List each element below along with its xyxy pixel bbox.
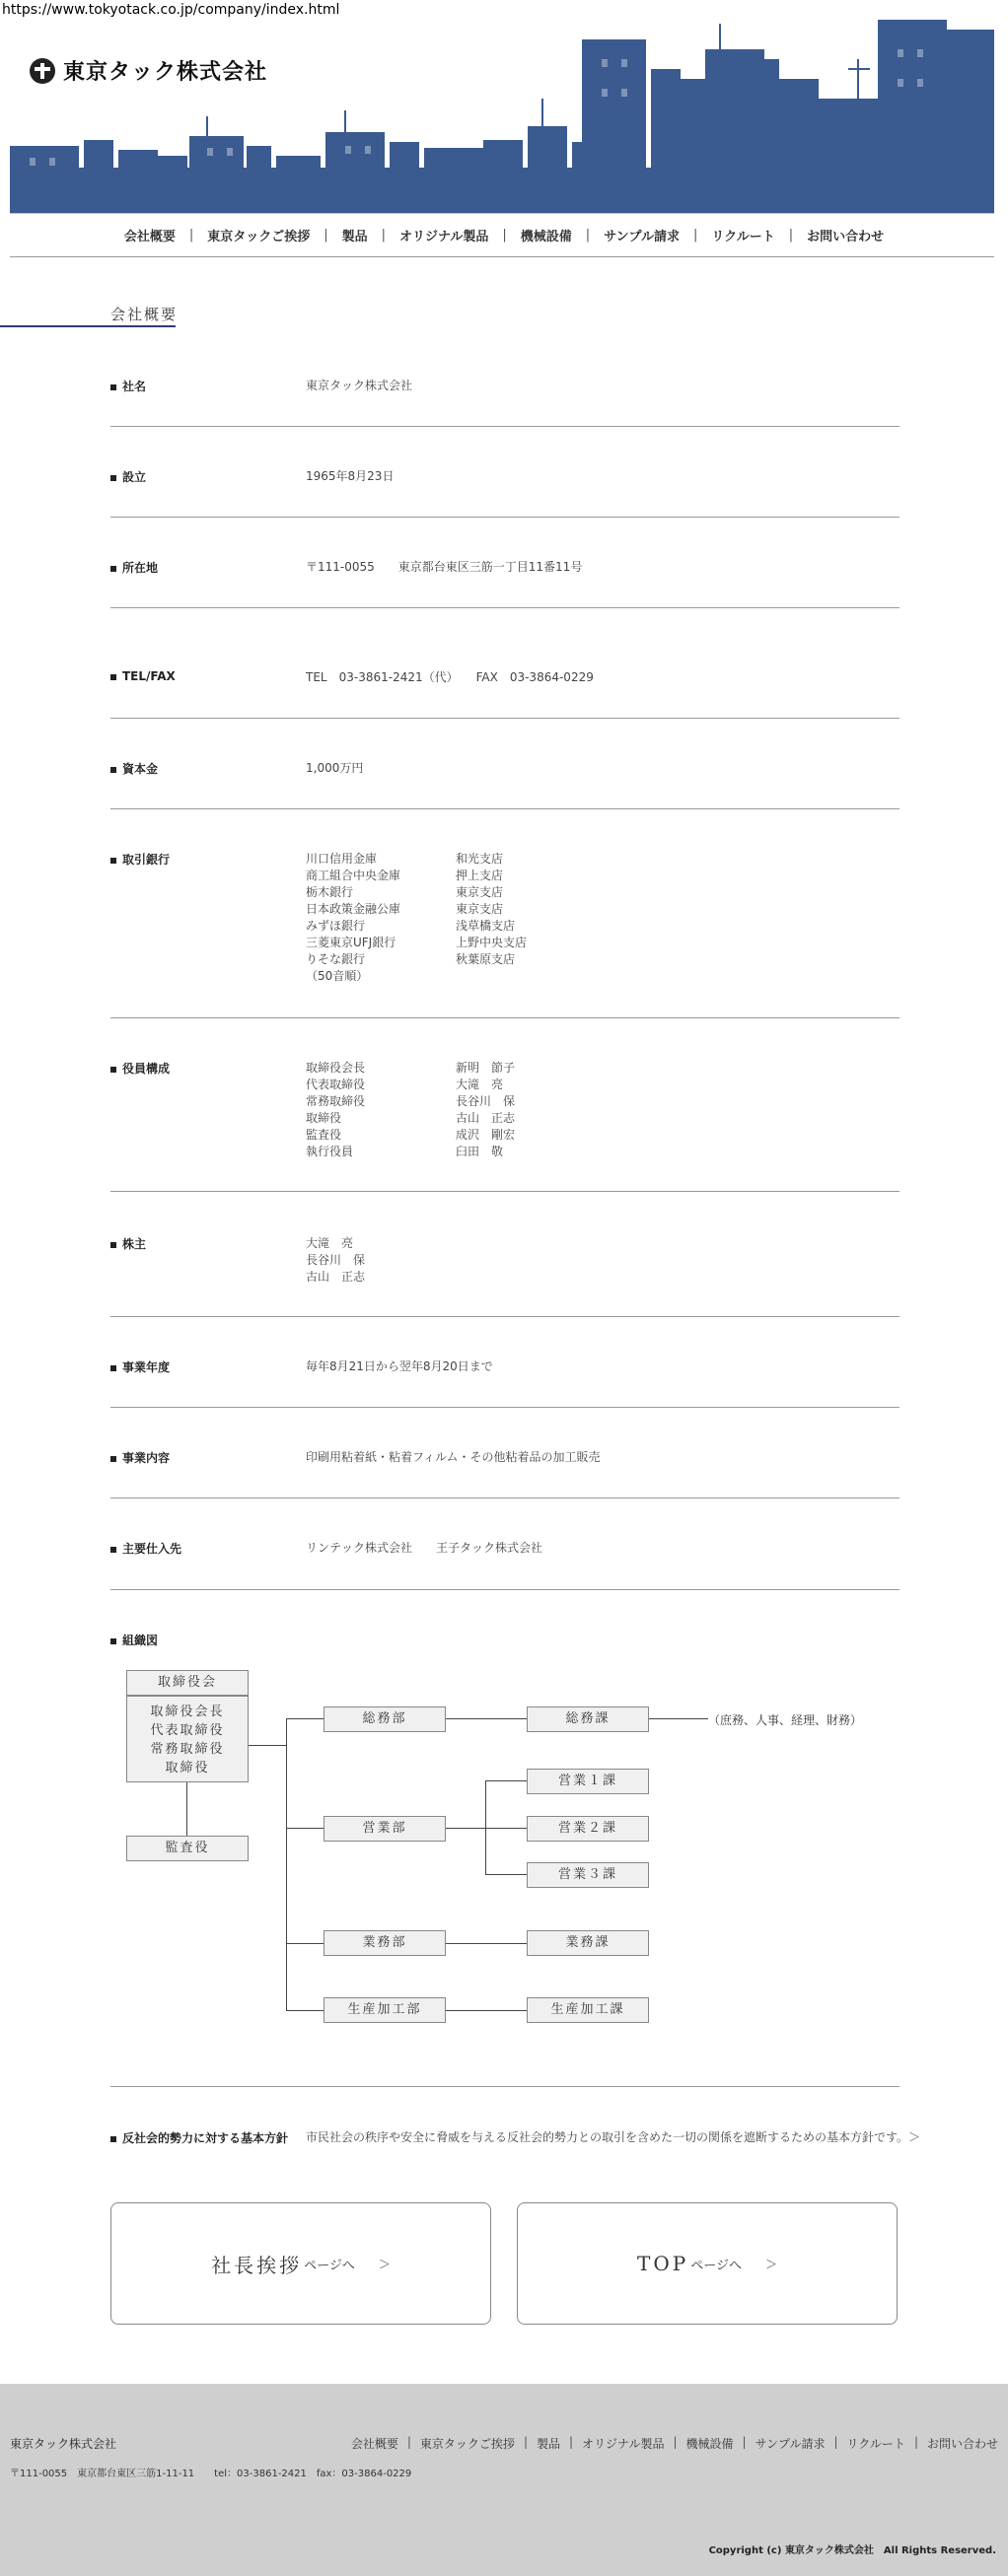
footer-link[interactable]: リクルート	[846, 2437, 905, 2451]
city-skyline-image	[10, 20, 994, 213]
nav-item-contact[interactable]: お問い合わせ	[807, 229, 885, 244]
nav-separator: |	[788, 227, 794, 243]
row-value: リンテック株式会社 王子タック株式会社	[306, 1541, 543, 1555]
header-banner	[10, 20, 994, 214]
nav-item-products[interactable]: 製品	[341, 229, 368, 244]
nav-separator: |	[381, 227, 387, 243]
row-address	[110, 559, 900, 608]
org-connector	[286, 1828, 324, 1829]
row-label: 主要仕入先	[110, 1540, 181, 1557]
bank-branches: 和光支店 押上支店 東京支店 東京支店 浅草橋支店 上野中央支店 秋葉原支店	[456, 852, 528, 966]
org-sec-eigyo-1: 営業１課	[527, 1769, 649, 1794]
row-label: 資本金	[110, 760, 158, 777]
footer-link[interactable]: サンプル請求	[755, 2437, 826, 2451]
row-label: 取引銀行	[110, 851, 170, 868]
nav-separator: |	[693, 227, 698, 243]
row-value: 〒111-0055 東京都台東区三筋一丁目11番11号	[306, 560, 583, 574]
org-connector	[286, 1718, 324, 1719]
footer-address: 〒111-0055 東京都台東区三筋1-11-11 tel：03-3861-2421 fax：03-3864-0229	[10, 2469, 412, 2479]
footer-nav	[351, 2435, 998, 2452]
row-policy[interactable]	[110, 2129, 921, 2159]
footer	[0, 2384, 1008, 2576]
org-connector	[446, 1718, 527, 1719]
row-value: 毎年8月21日から翌年8月20日まで	[306, 1359, 493, 1373]
org-dept-eigyo: 営業部	[324, 1816, 446, 1842]
row-founded	[110, 468, 900, 518]
row-value: 1,000万円	[306, 761, 364, 775]
top-page-button[interactable]	[517, 2202, 898, 2325]
footer-link[interactable]: 製品	[536, 2437, 560, 2451]
nav-separator: |	[585, 227, 591, 243]
officer-titles: 取締役会長 代表取締役 常務取締役 取締役 監査役 執行役員	[306, 1061, 366, 1158]
nav-separator: |	[569, 2435, 574, 2449]
org-connector	[186, 1782, 187, 1836]
nav-separator: |	[502, 227, 507, 243]
org-connector	[286, 2010, 324, 2011]
footer-link[interactable]: オリジナル製品	[582, 2437, 665, 2451]
chevron-right-icon: ＞	[378, 2257, 391, 2271]
org-auditor: 監査役	[126, 1836, 249, 1861]
main-nav	[0, 225, 1008, 244]
row-label: 事業年度	[110, 1358, 170, 1375]
greeting-button-sub: ページへ	[304, 2258, 355, 2273]
chevron-right-icon: ＞	[764, 2257, 777, 2271]
logo-text: 東京タック株式会社	[63, 59, 268, 85]
org-sec-gyomu: 業務課	[527, 1930, 649, 1956]
nav-item-original-products[interactable]: オリジナル製品	[399, 229, 489, 244]
row-label: 社名	[110, 378, 146, 394]
greeting-page-button[interactable]	[110, 2202, 491, 2325]
org-connector	[446, 1943, 527, 1944]
org-soumu-note: （庶務、人事、経理、財務）	[708, 1713, 863, 1727]
org-dept-seisan: 生産加工部	[324, 1997, 446, 2023]
nav-item-recruit[interactable]: リクルート	[711, 229, 775, 244]
row-value	[306, 1060, 653, 1160]
org-connector	[649, 1718, 708, 1719]
row-value: 東京タック株式会社	[306, 379, 413, 392]
row-value: 大滝 亮 長谷川 保 古山 正志	[306, 1236, 366, 1284]
row-value	[306, 851, 653, 985]
row-value: TEL 03-3861-2421（代） FAX 03-3864-0229	[306, 670, 594, 684]
row-tel-fax	[110, 669, 900, 719]
org-board-title: 取締役会	[126, 1670, 249, 1696]
row-label: TEL/FAX	[110, 669, 176, 683]
page-title: 会社概要	[110, 306, 179, 323]
row-label: 株主	[110, 1235, 146, 1252]
row-label: 反社会的勢力に対する基本方針	[110, 2129, 288, 2146]
logo[interactable]	[30, 55, 267, 86]
org-connector	[446, 2010, 527, 2011]
logo-mark-icon	[30, 58, 55, 84]
row-label: 所在地	[110, 559, 158, 576]
nav-separator: |	[324, 227, 328, 243]
nav-separator: |	[523, 2435, 528, 2449]
nav-item-company[interactable]: 会社概要	[123, 229, 176, 244]
row-business	[110, 1449, 900, 1498]
org-connector	[249, 1745, 286, 1746]
policy-link[interactable]: 市民社会の秩序や安全に脅威を与える反社会的勢力との取引を含めた一切の関係を遮断するための基本方針です。＞	[306, 2130, 921, 2144]
bank-names: 川口信用金庫 商工組合中央金庫 栃木銀行 日本政策金融公庫 みずほ銀行 三菱東京UFJ銀行 りそな銀行 （50音順）	[306, 852, 401, 983]
nav-divider	[10, 256, 994, 257]
nav-item-sample-request[interactable]: サンプル請求	[604, 229, 681, 244]
footer-company: 東京タック株式会社	[10, 2437, 117, 2451]
org-dept-gyomu: 業務部	[324, 1930, 446, 1956]
org-sec-eigyo-2: 営業２課	[527, 1816, 649, 1842]
org-sec-seisan: 生産加工課	[527, 1997, 649, 2023]
title-underline	[0, 325, 176, 327]
row-suppliers	[110, 1540, 900, 1590]
nav-separator: |	[913, 2435, 918, 2449]
org-connector	[446, 1828, 485, 1829]
row-banks	[110, 851, 900, 1018]
row-label: 事業内容	[110, 1449, 170, 1466]
row-label: 役員構成	[110, 1060, 170, 1077]
greeting-button-label: 社長挨拶	[211, 2253, 303, 2277]
row-label: 組織図	[110, 1632, 158, 1648]
org-sec-soumu: 総務課	[527, 1706, 649, 1732]
footer-link[interactable]: 会社概要	[350, 2437, 398, 2451]
nav-item-equipment[interactable]: 機械設備	[520, 229, 572, 244]
row-shareholders	[110, 1235, 900, 1317]
footer-link[interactable]: 機械設備	[685, 2437, 734, 2451]
nav-separator: |	[673, 2435, 678, 2449]
org-sec-eigyo-3: 営業３課	[527, 1862, 649, 1888]
nav-separator: |	[742, 2435, 747, 2449]
row-fiscal-year	[110, 1358, 900, 1408]
top-button-sub: ページへ	[690, 2258, 742, 2273]
nav-separator: |	[833, 2435, 838, 2449]
org-dept-soumu: 総務部	[324, 1706, 446, 1732]
nav-separator: |	[188, 227, 194, 243]
url-bar-text: https://www.tokyotack.co.jp/company/index.html	[2, 2, 340, 18]
nav-item-greeting[interactable]: 東京タックご挨拶	[207, 229, 311, 244]
row-label: 設立	[110, 468, 146, 485]
org-connector	[286, 1943, 324, 1944]
org-connector	[485, 1874, 527, 1875]
officer-names: 新明 節子 大滝 亮 長谷川 保 古山 正志 成沢 剛宏 臼田 敬	[456, 1061, 516, 1158]
footer-link[interactable]: お問い合わせ	[926, 2437, 998, 2451]
row-capital	[110, 760, 900, 809]
top-button-label: TOP	[637, 2252, 689, 2275]
nav-separator: |	[406, 2435, 411, 2449]
row-value: 印刷用粘着紙・粘着フィルム・その他粘着品の加工販売	[306, 1450, 601, 1464]
footer-link[interactable]: 東京タックご挨拶	[419, 2437, 515, 2451]
footer-copyright: Copyright (c) 東京タック株式会社 All Rights Reserved.	[708, 2545, 996, 2556]
org-connector	[485, 1828, 527, 1829]
org-board-members: 取締役会長 代表取締役 常務取締役 取締役	[126, 1696, 249, 1782]
row-company-name	[110, 378, 900, 427]
org-connector	[286, 1718, 287, 2010]
row-officers	[110, 1060, 900, 1192]
org-connector	[485, 1780, 527, 1781]
row-value: 1965年8月23日	[306, 469, 395, 483]
